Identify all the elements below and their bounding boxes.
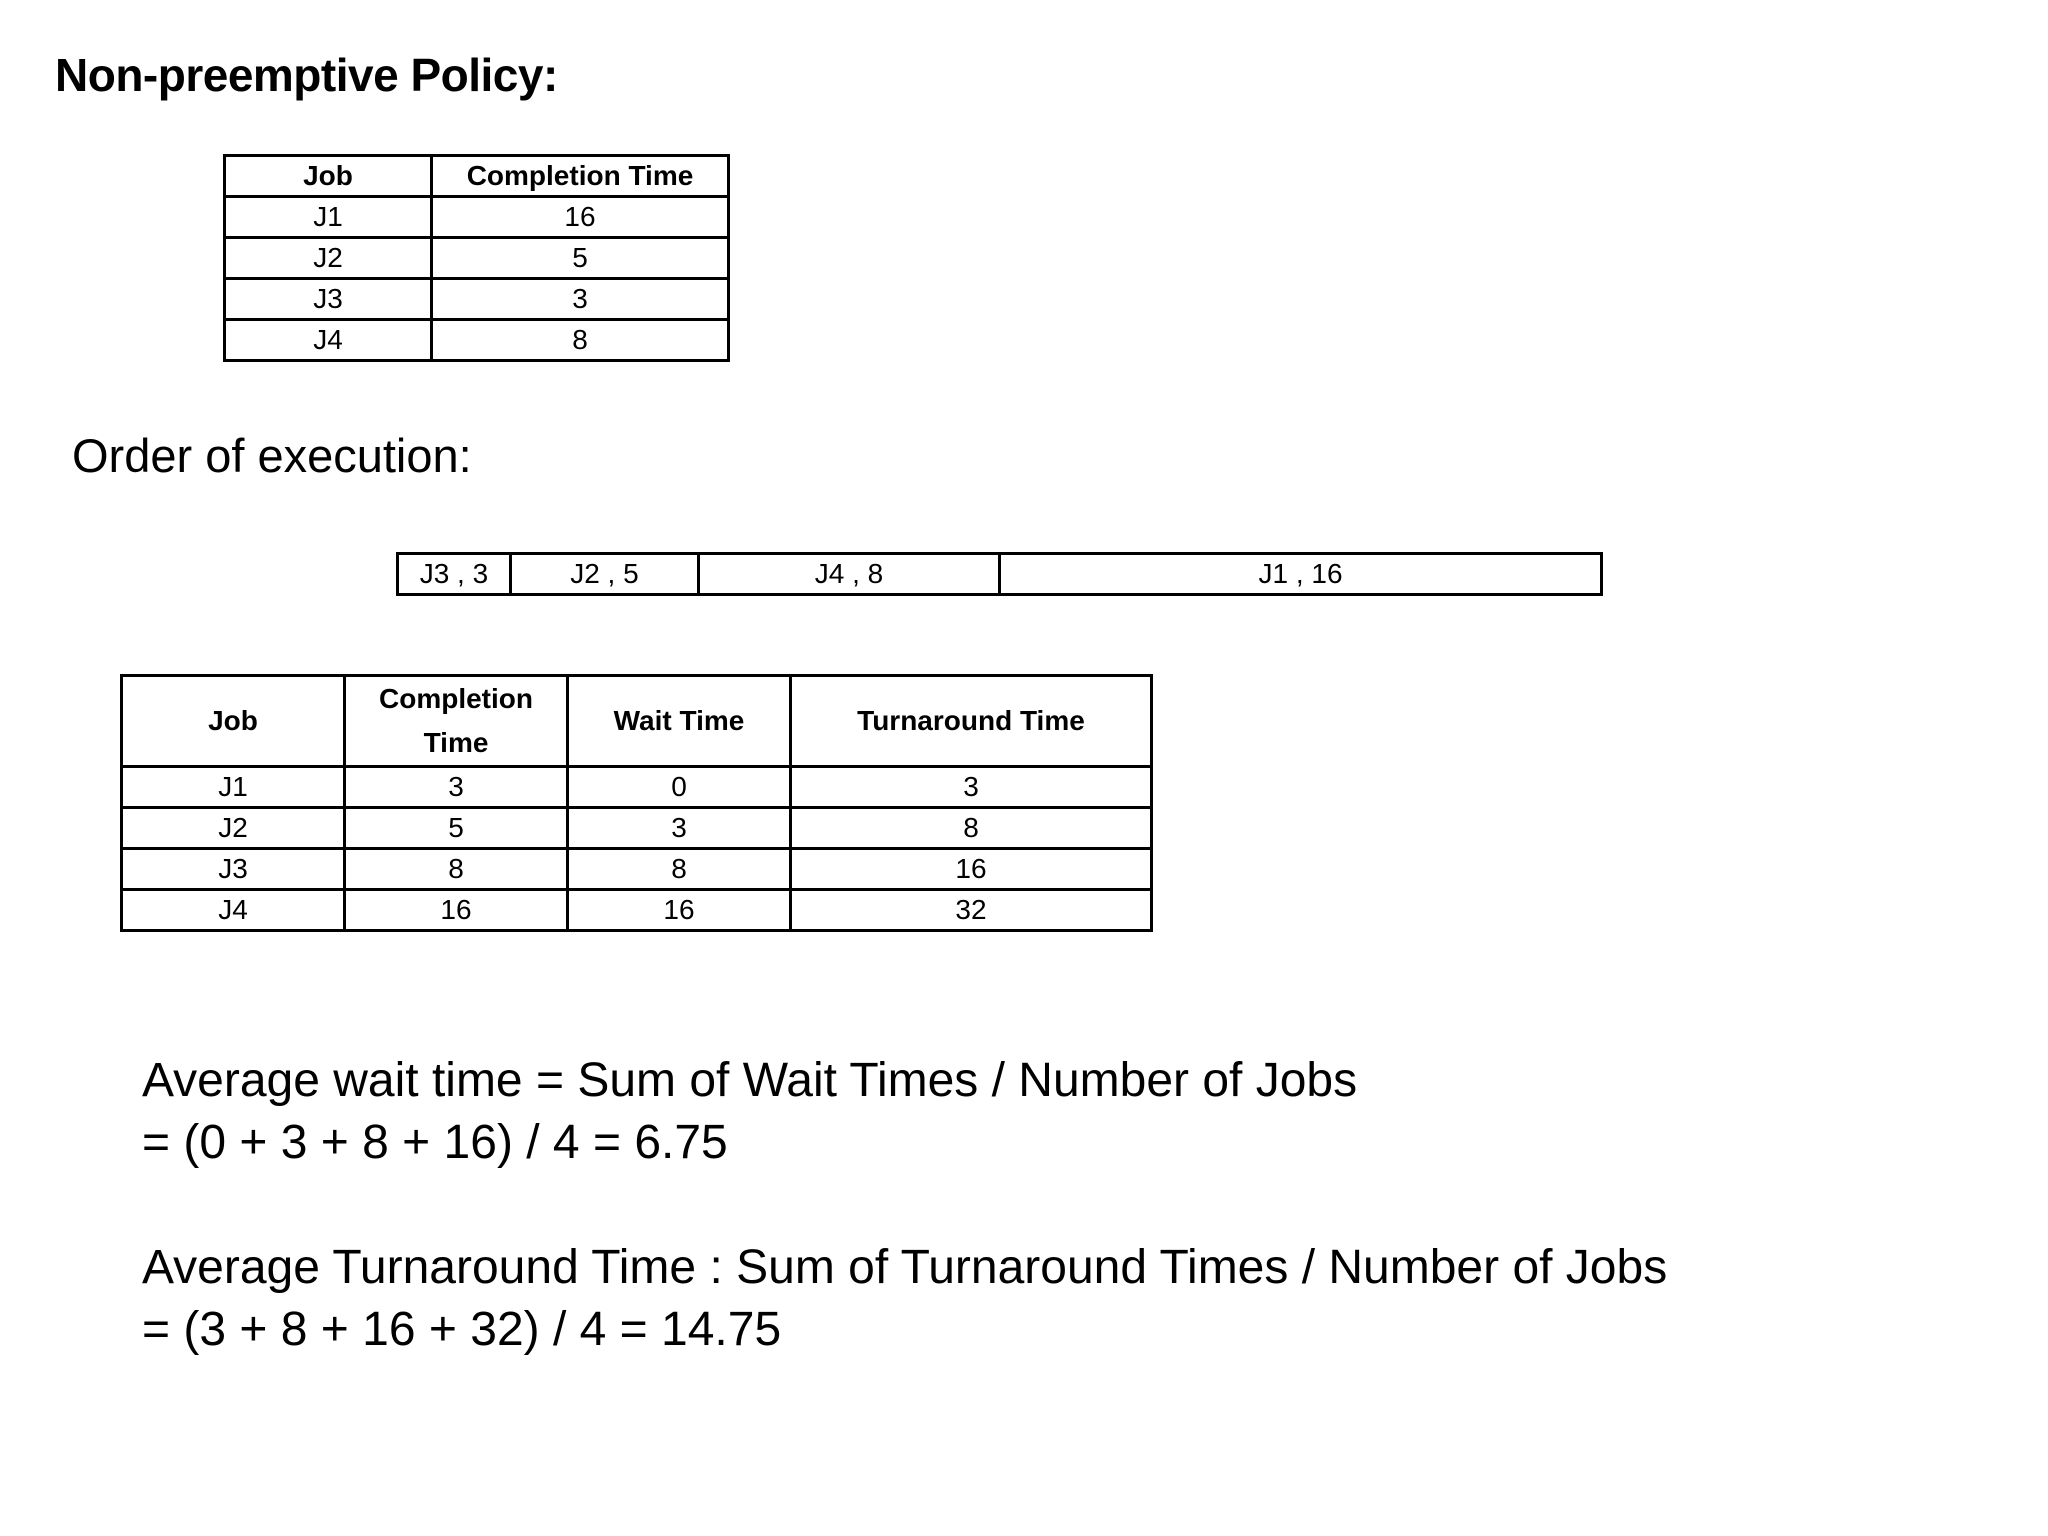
- gantt-segment: J2 , 5: [510, 554, 698, 595]
- turnaround-time-cell: 16: [791, 849, 1152, 890]
- average-wait-time-calculation: = (0 + 3 + 8 + 16) / 4 = 6.75: [142, 1116, 728, 1169]
- job-cell: J1: [122, 767, 345, 808]
- completion-time-cell: 8: [432, 320, 729, 361]
- table-header-row: [122, 676, 1152, 767]
- job-cell: J1: [225, 197, 432, 238]
- column-header-turnaround-time: Turnaround Time: [791, 676, 1152, 767]
- table-header-row: [225, 156, 729, 197]
- job-cell: J4: [122, 890, 345, 931]
- table-row: [225, 238, 729, 279]
- table-row: [122, 767, 1152, 808]
- gantt-segment: J4 , 8: [699, 554, 1000, 595]
- completion-time-cell: 16: [345, 890, 568, 931]
- turnaround-time-cell: 32: [791, 890, 1152, 931]
- table-row: [122, 890, 1152, 931]
- column-header-job: Job: [122, 676, 345, 767]
- average-turnaround-time-formula: [142, 1237, 1667, 1361]
- job-cell: J2: [122, 808, 345, 849]
- column-header-job: Job: [225, 156, 432, 197]
- turnaround-time-cell: 3: [791, 767, 1152, 808]
- table-row: [225, 320, 729, 361]
- column-header-completion-time: Completion Time: [432, 156, 729, 197]
- job-cell: J3: [122, 849, 345, 890]
- table-row: [225, 197, 729, 238]
- gantt-segment: J3 , 3: [398, 554, 511, 595]
- completion-time-table: [223, 154, 730, 362]
- gantt-segment: J1 , 16: [1000, 554, 1602, 595]
- job-cell: J2: [225, 238, 432, 279]
- gantt-row: [398, 554, 1602, 595]
- average-wait-time-formula: [142, 1050, 1357, 1174]
- column-header-wait-time: Wait Time: [568, 676, 791, 767]
- job-cell: J4: [225, 320, 432, 361]
- completion-time-cell: 16: [432, 197, 729, 238]
- job-cell: J3: [225, 279, 432, 320]
- order-of-execution-label: Order of execution:: [72, 429, 472, 482]
- completion-time-cell: 5: [345, 808, 568, 849]
- wait-time-cell: 8: [568, 849, 791, 890]
- completion-time-cell: 8: [345, 849, 568, 890]
- wait-time-cell: 16: [568, 890, 791, 931]
- completion-time-cell: 3: [432, 279, 729, 320]
- execution-order-gantt: [396, 552, 1603, 596]
- table-row: [122, 808, 1152, 849]
- average-turnaround-time-calculation: = (3 + 8 + 16 + 32) / 4 = 14.75: [142, 1303, 782, 1356]
- wait-time-cell: 0: [568, 767, 791, 808]
- completion-time-cell: 3: [345, 767, 568, 808]
- turnaround-time-cell: 8: [791, 808, 1152, 849]
- wait-time-cell: 3: [568, 808, 791, 849]
- job-results-table: [120, 674, 1153, 932]
- average-wait-time-definition: Average wait time = Sum of Wait Times / Number of Jobs: [142, 1054, 1358, 1107]
- table-row: [122, 849, 1152, 890]
- column-header-completion-time: Completion Time: [345, 676, 568, 767]
- table-row: [225, 279, 729, 320]
- page-title: Non-preemptive Policy:: [55, 49, 558, 101]
- completion-time-cell: 5: [432, 238, 729, 279]
- average-turnaround-time-definition: Average Turnaround Time : Sum of Turnaround Times / Number of Jobs: [142, 1241, 1668, 1294]
